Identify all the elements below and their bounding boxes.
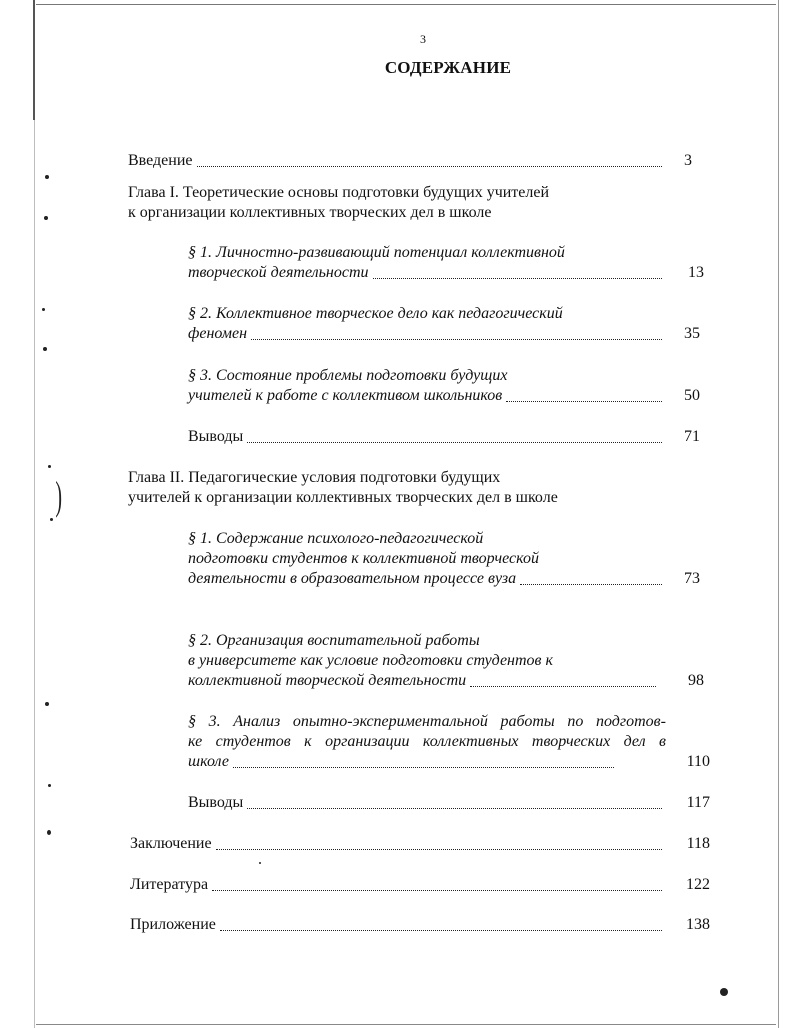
scan-edge-bottom — [36, 1024, 776, 1025]
toc-entry-label: учителей к работе с коллективом школьников — [188, 387, 503, 404]
section-2-2-line-2: в университете как условие подготовки студентов к — [188, 652, 553, 669]
dot-leader — [520, 584, 662, 585]
toc-page-number: 118 — [686, 835, 710, 852]
section-1-3-line-1: § 3. Состояние проблемы подготовки будущих — [188, 367, 508, 384]
dot-leader — [470, 686, 656, 687]
section-2-3-word: опытно-экспериментальной — [292, 713, 488, 730]
section-1-1-line-1: § 1. Личностно-развивающий потенциал коллективной — [188, 244, 565, 261]
page-title: СОДЕРЖАНИЕ — [384, 58, 512, 77]
section-2-3-word: по — [567, 713, 584, 730]
toc-entry-label: Приложение — [130, 916, 216, 933]
dot-leader — [216, 849, 662, 850]
toc-entry-section-2-3 — [188, 753, 618, 771]
toc-entry-label: Литература — [130, 876, 209, 893]
toc-entry-section-1-1 — [188, 264, 666, 282]
toc-entry-appendix — [130, 916, 666, 934]
scan-speck — [48, 784, 51, 787]
dot-leader — [220, 930, 662, 931]
scan-speck — [43, 347, 47, 351]
scan-speck — [48, 465, 51, 468]
toc-page-number: 73 — [684, 570, 700, 587]
toc-entry-section-1-3 — [188, 387, 666, 405]
scan-speck — [44, 216, 48, 220]
toc-entry-label: феномен — [188, 325, 248, 342]
section-2-3-line-1 — [188, 713, 666, 731]
page-number: 3 — [420, 32, 426, 46]
scan-edge-right — [778, 0, 779, 1028]
toc-entry-conclusion — [130, 835, 666, 853]
dot-leader — [212, 890, 662, 891]
section-2-2-line-1: § 2. Организация воспитательной работы — [188, 632, 480, 649]
scan-mark-paren: ) — [55, 473, 62, 518]
chapter-1-title-line-2: к организации коллективных творческих дел в школе — [128, 204, 492, 221]
toc-entry-literature — [130, 876, 666, 894]
section-2-3-word: коллективных — [422, 733, 519, 750]
section-2-3-word: § — [188, 713, 196, 730]
toc-entry-label: школе — [188, 753, 230, 770]
section-2-3-word: творческих — [531, 733, 611, 750]
toc-page-number: 110 — [686, 753, 710, 770]
section-2-3-word: студентов — [215, 733, 291, 750]
toc-entry-label: Выводы — [188, 428, 244, 445]
toc-entry-label: Выводы — [188, 794, 244, 811]
scan-edge-top — [36, 4, 776, 5]
dot-leader — [251, 339, 662, 340]
scan-edge-left — [34, 0, 35, 1028]
toc-page-number: 98 — [688, 672, 704, 689]
scan-speck — [50, 518, 53, 521]
scan-speck — [259, 862, 261, 864]
toc-entry-intro — [128, 152, 666, 170]
toc-entry-label: деятельности в образовательном процессе вуза — [188, 570, 517, 587]
toc-page-number: 13 — [688, 264, 704, 281]
section-2-3-line-2 — [188, 733, 666, 751]
section-2-1-line-1: § 1. Содержание психолого-педагогической — [188, 530, 484, 547]
dot-leader — [506, 401, 662, 402]
scan-speck — [720, 988, 728, 996]
toc-page-number: 122 — [686, 876, 710, 893]
toc-entry-label: Введение — [128, 152, 193, 169]
chapter-2-title-line-1: Глава II. Педагогические условия подготовки будущих — [128, 469, 501, 486]
toc-entry-label: творческой деятельности — [188, 264, 369, 281]
scan-speck — [47, 830, 51, 835]
toc-page-number: 117 — [686, 794, 710, 811]
dot-leader — [197, 166, 663, 167]
toc-page-number: 138 — [686, 916, 710, 933]
toc-entry-section-1-2 — [188, 325, 666, 343]
section-2-3-word: дел — [623, 733, 646, 750]
dot-leader — [373, 278, 662, 279]
section-2-3-word: ке — [188, 733, 203, 750]
section-2-1-line-2: подготовки студентов к коллективной творческой — [188, 550, 539, 567]
toc-entry-section-2-1 — [188, 570, 666, 588]
toc-page-number: 50 — [684, 387, 700, 404]
section-2-3-word: подготов- — [596, 713, 666, 730]
section-2-3-word: организации — [325, 733, 410, 750]
chapter-2-title-line-2: учителей к организации коллективных творческих дел в школе — [128, 489, 558, 506]
toc-entry-section-2-2 — [188, 672, 660, 690]
toc-page-number: 35 — [684, 325, 700, 342]
toc-entry-label: Заключение — [130, 835, 212, 852]
scan-speck — [42, 308, 45, 311]
toc-entry-chapter-1-conclusions — [188, 428, 666, 446]
section-2-3-word: 3. — [208, 713, 221, 730]
section-2-3-word: к — [304, 733, 312, 750]
dot-leader — [247, 808, 662, 809]
dot-leader — [233, 767, 614, 768]
toc-entry-label: коллективной творческой деятельности — [188, 672, 467, 689]
section-2-3-word: работы — [500, 713, 555, 730]
section-2-3-word: в — [659, 733, 666, 750]
dot-leader — [247, 442, 662, 443]
toc-entry-chapter-2-conclusions — [188, 794, 666, 812]
section-1-2-line-1: § 2. Коллективное творческое дело как педагогический — [188, 305, 563, 322]
chapter-1-title-line-1: Глава I. Теоретические основы подготовки будущих учителей — [128, 184, 550, 201]
scan-speck — [45, 175, 49, 179]
scan-speck — [45, 702, 49, 706]
section-2-3-word: Анализ — [233, 713, 281, 730]
toc-page-number: 3 — [684, 152, 692, 169]
toc-page-number: 71 — [684, 428, 700, 445]
